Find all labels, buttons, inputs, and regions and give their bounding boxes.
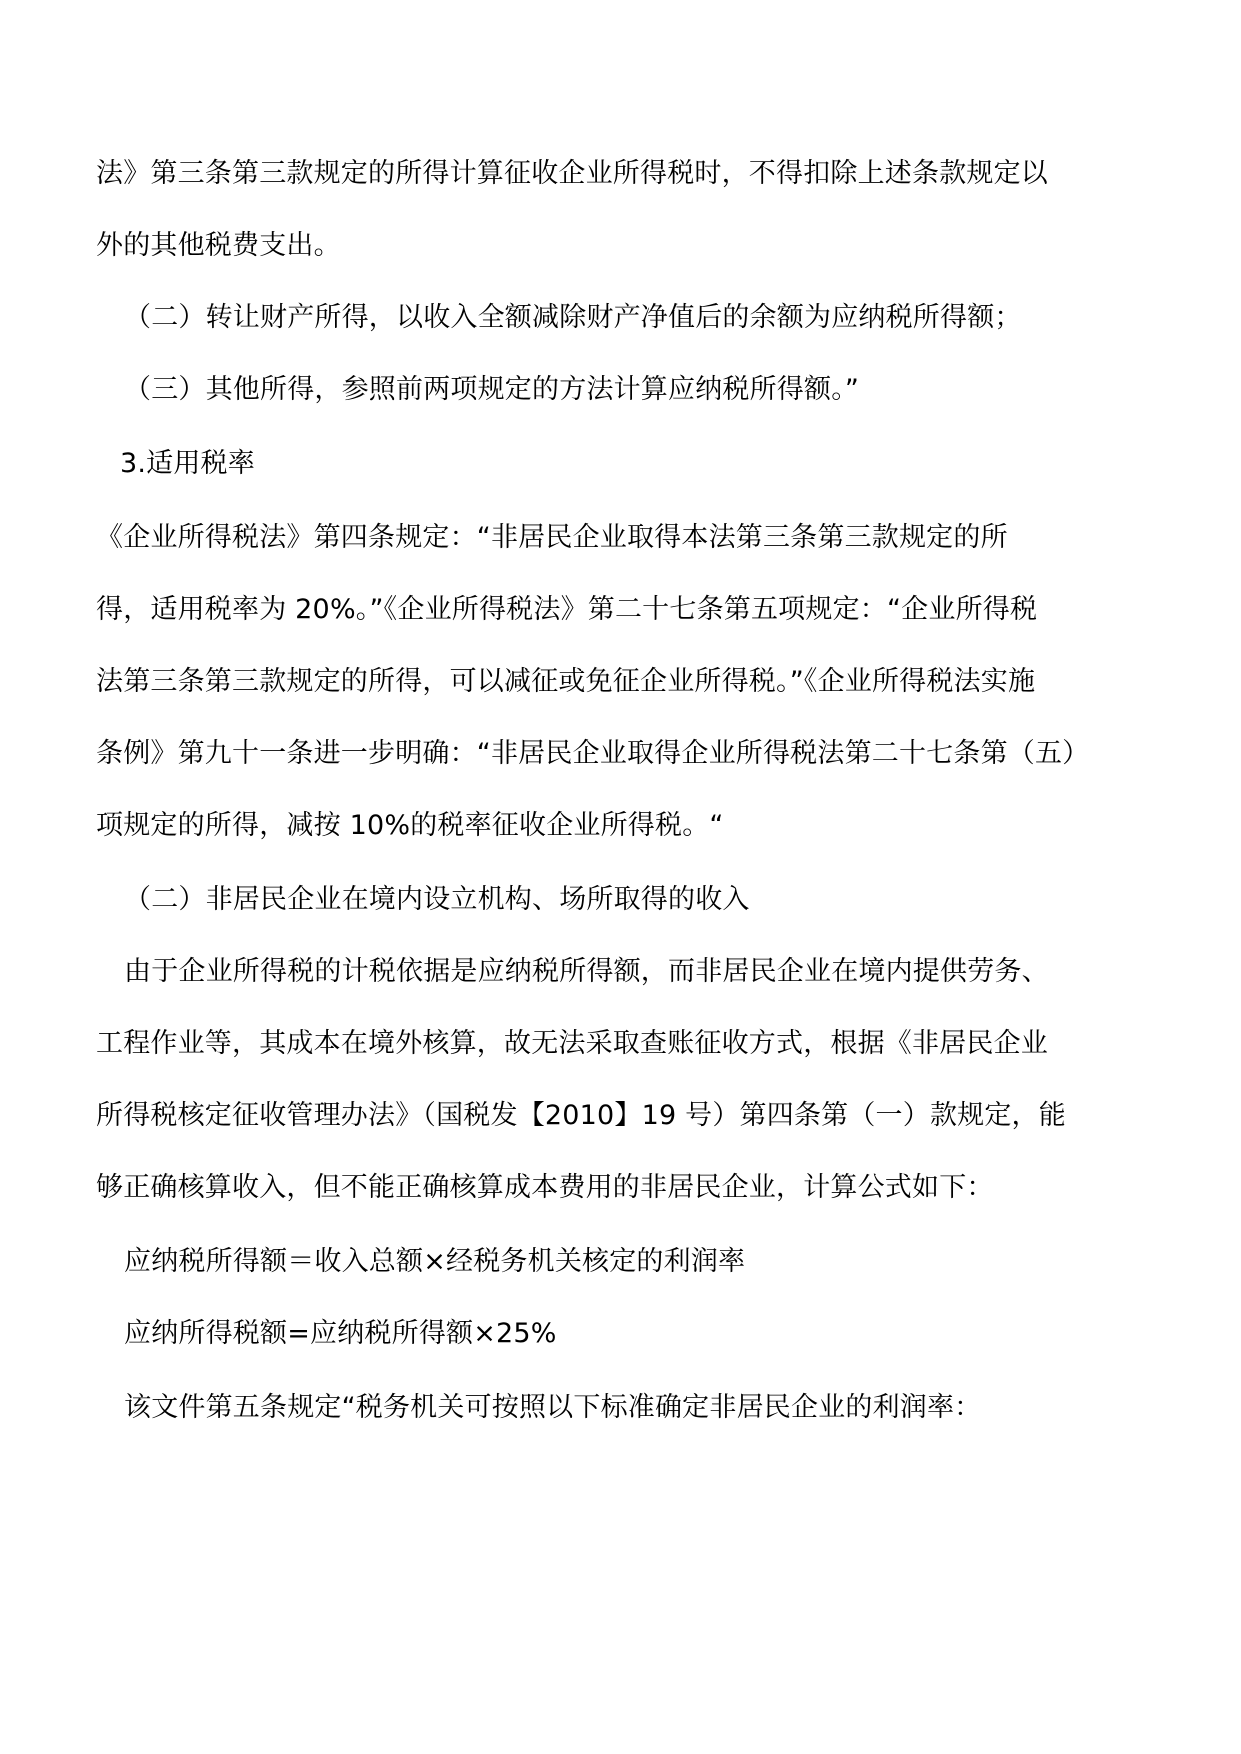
body-text-line: 所得税核定征收管理办法》（国税发【2010】19 号）第四条第（一）款规定，能 bbox=[96, 1100, 1066, 1131]
formula-tax-payable: 应纳所得税额=应纳税所得额×25% bbox=[124, 1318, 557, 1349]
body-text-line: 工程作业等，其成本在境外核算，故无法采取查账征收方式，根据《非居民企业 bbox=[96, 1028, 1048, 1059]
list-item-other-income: （三）其他所得，参照前两项规定的方法计算应纳税所得额。” bbox=[124, 374, 860, 405]
body-text-line: 由于企业所得税的计税依据是应纳税所得额，而非居民企业在境内提供劳务、 bbox=[124, 956, 1049, 987]
body-text-line: 该文件第五条规定“税务机关可按照以下标准确定非居民企业的利润率： bbox=[124, 1392, 982, 1423]
body-text-line: 得，适用税率为 20%。”《企业所得税法》第二十七条第五项规定：“企业所得税 bbox=[96, 594, 1038, 625]
body-text-line: 法》第三条第三款规定的所得计算征收企业所得税时，不得扣除上述条款规定以 bbox=[96, 158, 1048, 189]
body-text-line: 项规定的所得，减按 10%的税率征收企业所得税。“ bbox=[96, 810, 724, 841]
body-text-line: 够正确核算收入，但不能正确核算成本费用的非居民企业，计算公式如下： bbox=[96, 1172, 994, 1203]
section-heading-tax-rate: 3.适用税率 bbox=[120, 448, 255, 479]
body-text-line: 外的其他税费支出。 bbox=[96, 230, 341, 261]
formula-taxable-income: 应纳税所得额＝收入总额×经税务机关核定的利润率 bbox=[124, 1246, 746, 1277]
list-item-property-transfer: （二）转让财产所得，以收入全额减除财产净值后的余额为应纳税所得额； bbox=[124, 302, 1022, 333]
body-text-line: 法第三条第三款规定的所得，可以减征或免征企业所得税。”《企业所得税法实施 bbox=[96, 666, 1036, 697]
body-text-line: 《企业所得税法》第四条规定：“非居民企业取得本法第三条第三款规定的所 bbox=[96, 522, 1008, 553]
section-heading-establishment-income: （二）非居民企业在境内设立机构、场所取得的收入 bbox=[124, 884, 750, 915]
body-text-line: 条例》第九十一条进一步明确：“非居民企业取得企业所得税法第二十七条第（五） bbox=[96, 738, 1090, 769]
